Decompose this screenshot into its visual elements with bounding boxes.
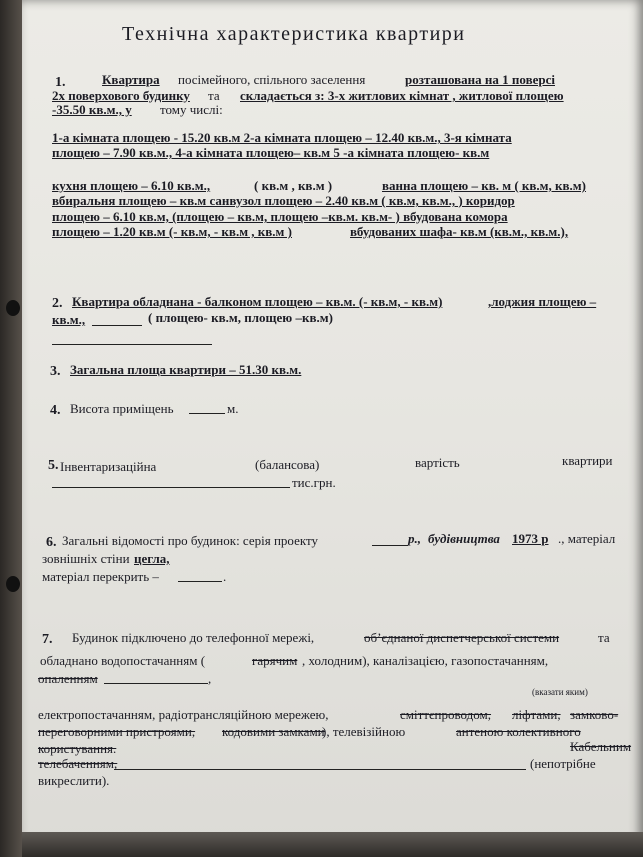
binder-hole-top	[6, 300, 20, 316]
s1-floor-info: розташована на 1 поверсі	[405, 72, 555, 87]
s6-walls-label: зовнішніх стіни	[42, 551, 130, 566]
section-5-number: 5.	[48, 458, 59, 473]
s7-heating-comma: ,	[208, 671, 212, 686]
s5-inventory-word: Інвентаризаційна	[60, 459, 157, 474]
s7-code-lock-struck: кодовими замками	[222, 724, 325, 739]
s1-kitchen-area: кухня площею – 6.10 кв.м.,	[52, 178, 211, 193]
s5-balance-word: (балансова)	[255, 457, 320, 472]
s2-loggia-parts: ( площею- кв.м, площею –кв.м)	[148, 310, 333, 325]
s7-water-label: обладнано водопостачанням (	[40, 653, 206, 668]
s7-utilities-line: , холодним), каналізацією, газопостачанням,	[302, 653, 549, 668]
section-4-number: 4.	[50, 403, 61, 418]
s4-height-unit: м.	[227, 401, 239, 416]
s1-wardrobe-line: вбудованих шафа- кв.м (кв.м., кв.м.),	[350, 224, 569, 239]
s7-specify-hint: (вказати яким)	[532, 687, 588, 697]
s7-collective-antenna-struck: антеною колективного	[456, 724, 581, 739]
s6-floors-blank	[178, 581, 222, 582]
binder-hole-bottom	[6, 576, 20, 592]
s1-rooms-count: складається з: 3-х житлових кімнат , житлової площею	[240, 88, 564, 103]
s2-blank-line	[92, 325, 142, 326]
page-title: Технічна характеристика квартири	[122, 23, 466, 45]
s7-phone-line: Будинок підключено до телефонної мережі,	[72, 630, 315, 645]
s1-building-floors: 2х поверхового будинку	[52, 88, 190, 103]
s7-cable-struck: Кабельним	[570, 739, 632, 754]
s5-value-blank	[52, 487, 290, 488]
s1-living-area: -35.50 кв.м., у	[52, 102, 132, 117]
section-3-number: 3.	[50, 364, 61, 379]
s2-loggia-label: ,лоджия площею –	[488, 294, 597, 309]
s6-year-abbr: р.,	[408, 531, 421, 546]
s7-hot-water-struck: гарячим	[252, 653, 298, 668]
section-2-number: 2.	[52, 296, 63, 311]
s5-apartment-word: квартири	[562, 453, 613, 468]
s1-and-word: та	[208, 88, 220, 103]
s7-heating-struck: опаленням	[38, 671, 98, 686]
s7-dispatch-struck: об’єднаної диспетчерської системи	[364, 630, 560, 645]
s1-toilet-line: вбиральня площею – кв.м санвузол площею – 2.40 кв.м ( кв.м, кв.м., ) коридор	[52, 193, 515, 208]
s1-storage-line: площею – 1.20 кв.м (- кв.м, - кв.м , кв.м )	[52, 224, 292, 239]
s7-garbage-struck: сміттєпроводом,	[400, 707, 492, 722]
s7-elevator-struck: ліфтами,	[512, 707, 561, 722]
section-7-number: 7.	[42, 632, 53, 647]
s5-value-word: вартість	[415, 455, 460, 470]
page-bottom-edge	[22, 832, 643, 857]
s1-settlement-type: посімейного, спільного заселення	[178, 72, 366, 87]
s6-material-label: ., матеріал	[558, 531, 616, 546]
s2-loggia-unit: кв.м.,	[52, 312, 86, 327]
s7-cross-out-note: викреслити).	[38, 773, 110, 788]
s5-currency: тис.грн.	[292, 475, 336, 490]
s1-corridor-line: площею – 6.10 кв.м, (площею – кв.м, площею –кв.м. кв.м- ) вбудована комора	[52, 209, 508, 224]
document-page	[22, 0, 643, 857]
s7-usage-struck: користування.	[38, 741, 117, 756]
s7-unneeded-note: (непотрібне	[530, 756, 596, 771]
s4-height-label: Висота приміщень	[70, 401, 174, 416]
s1-kitchen-parts: ( кв.м , кв.м )	[254, 178, 333, 193]
s7-electric-line: електропостачанням, радіотрансляційною мережею,	[38, 707, 329, 722]
s6-floors-label: матеріал перекрить –	[42, 569, 159, 584]
section-1-number: 1.	[55, 75, 66, 90]
s7-tv-label: ), телевізійною	[322, 724, 406, 739]
s7-heating-blank	[104, 683, 208, 684]
s6-series-blank	[372, 545, 408, 546]
s7-intercom-struck-1: замково-	[570, 707, 619, 722]
s7-cable-blank	[114, 769, 526, 770]
s2-balcony-line: Квартира обладнана - балконом площею – кв.м. (- кв.м, - кв.м)	[72, 294, 443, 309]
s4-height-blank	[189, 413, 225, 414]
s6-construction-word: будівництва	[428, 531, 500, 546]
s7-and-word: та	[598, 630, 610, 645]
s6-floors-end: .	[223, 569, 227, 584]
s1-including: тому числі:	[160, 102, 223, 117]
s6-walls-material: цегла,	[134, 551, 170, 566]
s1-rooms-line-1: 1-а кімната площею - 15.20 кв.м 2-а кімната площею – 12.40 кв.м., 3-я кімната	[52, 130, 512, 145]
section-6-number: 6.	[46, 535, 57, 550]
s6-series-label: Загальні відомості про будинок: серія проекту	[62, 533, 319, 548]
s1-rooms-line-2: площею – 7.90 кв.м., 4-а кімната площею– кв.м 5 -а кімната площею- кв.м	[52, 145, 490, 160]
s2-extra-line	[52, 344, 212, 345]
s1-bath-area: ванна площею – кв. м ( кв.м, кв.м)	[382, 178, 586, 193]
s3-total-area: Загальна площа квартири – 51.30 кв.м.	[70, 362, 302, 377]
s1-apartment-word: Квартира	[102, 72, 160, 87]
s7-intercom-struck-2: переговорними пристроями,	[38, 724, 196, 739]
s6-construction-year: 1973 р	[512, 531, 549, 546]
s7-cable-tv-struck: телебаченням,	[38, 756, 118, 771]
